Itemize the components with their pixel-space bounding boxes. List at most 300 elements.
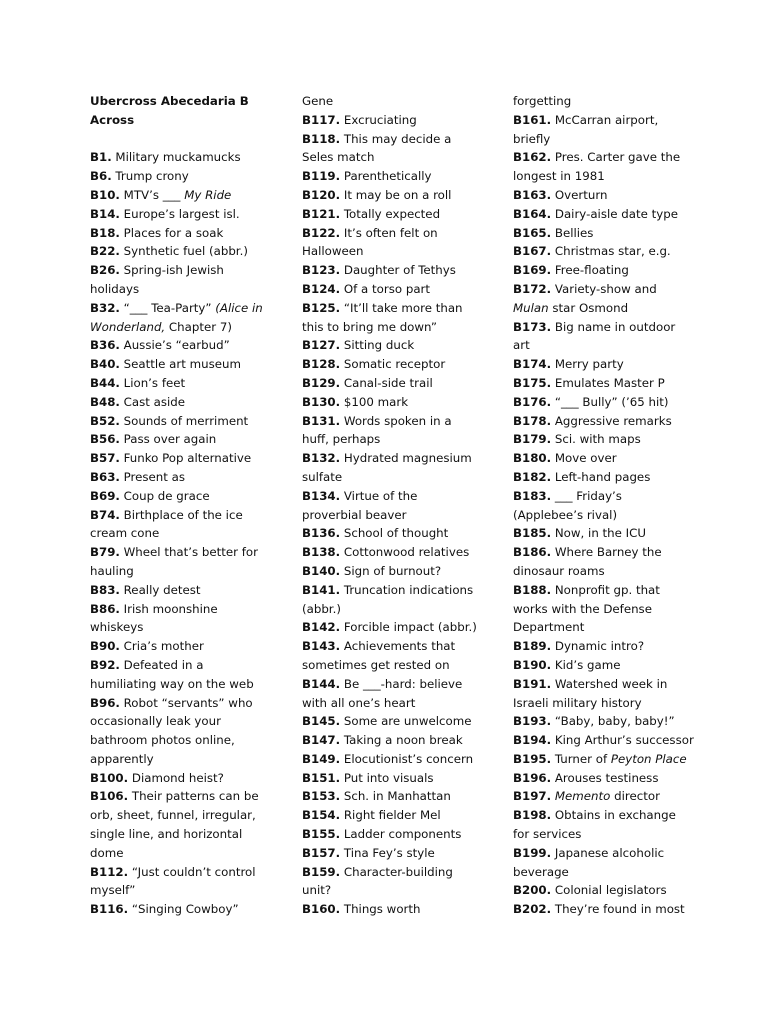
clue-number: B22. [90, 244, 120, 259]
clue-text: Israeli military history [513, 695, 642, 710]
clue-text: $100 mark [340, 394, 409, 409]
clue-number: B183. [513, 488, 552, 503]
clue-number: B155. [302, 827, 341, 842]
clue-number: B185. [513, 526, 552, 541]
clue-number: B175. [513, 375, 552, 390]
clue-number: B163. [513, 187, 552, 202]
clue-number: B159. [302, 864, 341, 879]
clue-text: Europe’s largest isl. [119, 206, 240, 221]
clue-line [90, 393, 290, 412]
clue-text: Now, in the ICU [551, 526, 647, 541]
clue-text: Seles match [302, 150, 375, 165]
clue-number: B190. [513, 657, 552, 672]
clue-number: B10. [90, 187, 120, 202]
clue-number: B117. [302, 112, 341, 127]
clue-text: humiliating way on the web [90, 676, 254, 691]
clue-line [513, 712, 713, 731]
clue-line [90, 675, 290, 694]
clue-line [90, 487, 290, 506]
clue-line [513, 844, 713, 863]
clue-text: sometimes get rested on [302, 657, 450, 672]
clue-line [90, 524, 290, 543]
clue-text: Sci. with maps [551, 432, 641, 447]
clue-line [302, 468, 502, 487]
clue-line [513, 186, 713, 205]
clue-text: Memento [554, 789, 611, 804]
clue-text: Character-building [340, 864, 453, 879]
clue-line [302, 167, 502, 186]
clue-text: unit? [302, 883, 332, 898]
clue-line [90, 280, 290, 299]
clue-line [513, 881, 713, 900]
clue-text: Their patterns can be [128, 789, 259, 804]
clue-line [90, 750, 290, 769]
clue-number: B26. [90, 263, 120, 278]
clue-text: Forcible impact (abbr.) [340, 620, 477, 635]
clue-text: Somatic receptor [340, 357, 446, 372]
clue-text: Things worth [340, 902, 421, 917]
clue-text: works with the Defense [513, 601, 652, 616]
clue-text: Overturn [551, 187, 608, 202]
clue-text: Coup de grace [119, 488, 210, 503]
clue-number: B195. [513, 751, 552, 766]
clue-number: B128. [302, 357, 341, 372]
clue-text: Of a torso part [340, 281, 431, 296]
clue-line [90, 656, 290, 675]
clue-number: B174. [513, 357, 552, 372]
clue-text: “It’ll take more than [340, 300, 463, 315]
clue-text: (Applebee’s rival) [513, 507, 618, 522]
clue-number: B142. [302, 620, 341, 635]
clue-text: Funko Pop alternative [119, 451, 252, 466]
clue-line [513, 148, 713, 167]
clue-number: B86. [90, 601, 120, 616]
clue-line [513, 675, 713, 694]
clue-line [302, 712, 502, 731]
clue-number: B119. [302, 169, 341, 184]
clue-number: B120. [302, 187, 341, 202]
clue-line [302, 242, 502, 261]
clue-number: B173. [513, 319, 552, 334]
clue-text: Seattle art museum [119, 357, 241, 372]
clue-text: Ladder components [340, 827, 462, 842]
clue-text: Left-hand pages [551, 469, 651, 484]
clue-line [302, 600, 502, 619]
clue-text: Robot “servants” who [119, 695, 253, 710]
clue-line [513, 769, 713, 788]
clue-line [302, 900, 502, 919]
clue-number: B125. [302, 300, 341, 315]
clue-line [302, 280, 502, 299]
clue-line [90, 336, 290, 355]
clue-text: for services [513, 827, 582, 842]
clue-line [513, 900, 713, 919]
clue-line [302, 881, 502, 900]
clue-text: proverbial beaver [302, 507, 407, 522]
clue-number: B153. [302, 789, 341, 804]
clue-text: Some are unwelcome [340, 714, 472, 729]
clue-text: star Osmond [548, 300, 629, 315]
clue-line [513, 581, 713, 600]
clue-line [302, 844, 502, 863]
clue-line [302, 111, 502, 130]
clue-line [302, 506, 502, 525]
clue-number: B18. [90, 225, 120, 240]
clue-text: Colonial legislators [551, 883, 667, 898]
clue-line [513, 731, 713, 750]
clue-line [513, 618, 713, 637]
clue-text: Wheel that’s better for [119, 545, 259, 560]
clue-number: B149. [302, 751, 341, 766]
clue-number: B130. [302, 394, 341, 409]
clue-text: Diamond heist? [128, 770, 224, 785]
clue-number: B165. [513, 225, 552, 240]
clue-text: with all one’s heart [302, 695, 416, 710]
clue-line [90, 261, 290, 280]
clue-text: Excruciating [340, 112, 417, 127]
clue-text: Kid’s game [551, 657, 621, 672]
clue-number: B202. [513, 902, 552, 917]
clue-number: B100. [90, 770, 129, 785]
clue-number: B188. [513, 582, 552, 597]
clue-line [513, 637, 713, 656]
clue-text: Canal-side trail [340, 375, 433, 390]
clue-text: Christmas star, e.g. [551, 244, 671, 259]
clue-text: Watershed week in [551, 676, 668, 691]
clue-line [90, 543, 290, 562]
clue-text: Move over [551, 451, 617, 466]
clue-line [90, 92, 290, 111]
clue-text: They’re found in most [551, 902, 685, 917]
clue-line [513, 487, 713, 506]
clue-line [302, 130, 502, 149]
clue-line [90, 167, 290, 186]
clue-text: Halloween [302, 244, 364, 259]
clue-number: B79. [90, 545, 120, 560]
clue-line [513, 524, 713, 543]
clue-number: Ubercross Abecedaria B [90, 94, 249, 108]
clue-number: B57. [90, 451, 120, 466]
clue-line [513, 374, 713, 393]
clue-text: Bellies [551, 225, 594, 240]
clue-text: Turner of [551, 751, 611, 766]
clue-text: Nonprofit gp. that [551, 582, 660, 597]
clue-line [513, 167, 713, 186]
clue-line [513, 694, 713, 713]
clue-text: Cria’s mother [119, 639, 204, 654]
clue-number: B200. [513, 883, 552, 898]
clue-line [302, 299, 502, 318]
clue-number: B164. [513, 206, 552, 221]
clue-text: Peyton Place [610, 751, 687, 766]
clue-line [513, 506, 713, 525]
clue-line [90, 712, 290, 731]
clue-line [513, 205, 713, 224]
clue-line [513, 130, 713, 149]
clue-line [90, 412, 290, 431]
clue-line [90, 148, 290, 167]
clue-line [513, 449, 713, 468]
clue-text: “___ Tea-Party” [119, 300, 216, 315]
clue-line [90, 224, 290, 243]
clue-text: Birthplace of the ice [119, 507, 243, 522]
clue-text: This may decide a [340, 131, 452, 146]
clue-text: Trump crony [111, 169, 189, 184]
clue-line [302, 618, 502, 637]
clue-line [302, 318, 502, 337]
clue-text: myself” [90, 883, 136, 898]
clue-text: “___ Bully” (’65 hit) [551, 394, 669, 409]
clue-line [90, 186, 290, 205]
clue-line [90, 731, 290, 750]
clue-text: “Singing Cowboy” [128, 902, 239, 917]
clue-line [513, 355, 713, 374]
clue-number: B124. [302, 281, 341, 296]
clue-text: Pass over again [119, 432, 217, 447]
clue-line [90, 581, 290, 600]
clue-number: Across [90, 112, 135, 127]
clue-line [302, 92, 502, 111]
clue-number: B172. [513, 281, 552, 296]
clue-number: B136. [302, 526, 341, 541]
clue-number: B162. [513, 150, 552, 165]
clue-line [513, 242, 713, 261]
clue-line [513, 92, 713, 111]
clue-line [90, 863, 290, 882]
clue-line [90, 355, 290, 374]
clue-line [302, 562, 502, 581]
clue-line [90, 111, 290, 130]
clue-text: Places for a soak [119, 225, 224, 240]
clue-column-3 [513, 92, 713, 919]
clue-text: ___ Friday’s [551, 488, 622, 503]
clue-text: “Just couldn’t control [128, 864, 256, 879]
clue-text: Cast aside [119, 394, 186, 409]
clue-text: Dairy-aisle date type [551, 206, 678, 221]
clue-line [90, 299, 290, 318]
clue-line [513, 393, 713, 412]
clue-text: orb, sheet, funnel, irregular, [90, 808, 256, 823]
clue-number: B74. [90, 507, 120, 522]
clue-line [513, 111, 713, 130]
clue-text: Totally expected [340, 206, 441, 221]
clue-text: Japanese alcoholic [551, 845, 665, 860]
clue-number: B63. [90, 469, 120, 484]
clue-text: Sounds of merriment [119, 413, 249, 428]
clue-text: occasionally leak your [90, 714, 221, 729]
clue-text: Sch. in Manhattan [340, 789, 451, 804]
clue-number: B122. [302, 225, 341, 240]
clue-number: B179. [513, 432, 552, 447]
clue-text: It’s often felt on [340, 225, 438, 240]
clue-line [513, 750, 713, 769]
clue-number: B160. [302, 902, 341, 917]
clue-line [90, 844, 290, 863]
clue-line [513, 224, 713, 243]
clue-text: Chapter 7) [165, 319, 232, 334]
clue-number: B90. [90, 639, 120, 654]
clue-number: B154. [302, 808, 341, 823]
clue-text: Virtue of the [340, 488, 418, 503]
clue-text: (Alice in [215, 300, 263, 315]
clue-text: Elocutionist’s concern [340, 751, 474, 766]
clue-text: briefly [513, 131, 551, 146]
clue-text: Wonderland, [90, 319, 166, 334]
clue-number: B197. [513, 789, 552, 804]
clue-line [302, 769, 502, 788]
clue-number: B92. [90, 657, 120, 672]
clue-line [90, 242, 290, 261]
clue-number: B56. [90, 432, 120, 447]
clue-line [513, 412, 713, 431]
clue-text: single line, and horizontal [90, 827, 243, 842]
clue-number: B191. [513, 676, 552, 691]
clue-text: Military muckamucks [111, 150, 241, 165]
clue-text: MTV’s ___ [119, 187, 185, 202]
clue-line [90, 769, 290, 788]
clue-line [513, 787, 713, 806]
clue-line [302, 412, 502, 431]
clue-number: B143. [302, 639, 341, 654]
clue-text: dome [90, 845, 124, 860]
clue-text: apparently [90, 751, 154, 766]
clue-line [90, 637, 290, 656]
clue-line [513, 299, 713, 318]
clue-number: B161. [513, 112, 552, 127]
clue-text: Spring-ish Jewish [119, 263, 224, 278]
clue-text: King Arthur’s successor [551, 733, 694, 748]
clue-line [513, 806, 713, 825]
clue-line [302, 524, 502, 543]
clue-number: B196. [513, 770, 552, 785]
clue-text: Tina Fey’s style [340, 845, 435, 860]
clue-number: B129. [302, 375, 341, 390]
clue-line [302, 205, 502, 224]
clue-line [90, 468, 290, 487]
clue-line [302, 637, 502, 656]
clue-number: B134. [302, 488, 341, 503]
clue-number: B132. [302, 451, 341, 466]
clue-number: B167. [513, 244, 552, 259]
clue-line [302, 787, 502, 806]
clue-line [513, 318, 713, 337]
clue-number: B112. [90, 864, 129, 879]
clue-text: Taking a noon break [340, 733, 463, 748]
clue-line [302, 543, 502, 562]
clue-text: beverage [513, 864, 569, 879]
clue-line [90, 449, 290, 468]
clue-number: B6. [90, 169, 112, 184]
clue-number: B121. [302, 206, 341, 221]
clue-number: B127. [302, 338, 341, 353]
clue-line [302, 863, 502, 882]
clue-number: B199. [513, 845, 552, 860]
clue-text: Department [513, 620, 585, 635]
clue-line [90, 787, 290, 806]
clue-text: huff, perhaps [302, 432, 381, 447]
clue-text: Aggressive remarks [551, 413, 672, 428]
clue-line [513, 280, 713, 299]
clue-line [513, 543, 713, 562]
clue-text: Big name in outdoor [551, 319, 676, 334]
clue-text: Sign of burnout? [340, 563, 442, 578]
clue-line [90, 618, 290, 637]
clue-text: Truncation indications [340, 582, 474, 597]
clue-text: Put into visuals [340, 770, 434, 785]
clue-text: Obtains in exchange [551, 808, 676, 823]
clue-line [90, 881, 290, 900]
clue-text: sulfate [302, 469, 343, 484]
clue-text: Emulates Master P [551, 375, 665, 390]
clue-text: Parenthetically [340, 169, 432, 184]
clue-line [513, 336, 713, 355]
clue-number: B145. [302, 714, 341, 729]
clue-line [302, 374, 502, 393]
clue-text: cream cone [90, 526, 160, 541]
clue-line [513, 261, 713, 280]
clue-line [513, 562, 713, 581]
clue-number: B116. [90, 902, 129, 917]
clue-text: Synthetic fuel (abbr.) [119, 244, 248, 259]
clue-text: Present as [119, 469, 186, 484]
clue-text: My Ride [184, 187, 232, 202]
clue-text: Merry party [551, 357, 624, 372]
clue-number: B189. [513, 639, 552, 654]
clue-line [302, 731, 502, 750]
clue-text: “Baby, baby, baby!” [551, 714, 675, 729]
clue-line [302, 675, 502, 694]
clue-text: Where Barney the [551, 545, 662, 560]
clue-number: B83. [90, 582, 120, 597]
clue-line [302, 581, 502, 600]
clue-number: B147. [302, 733, 341, 748]
clue-number: B169. [513, 263, 552, 278]
clue-text: Defeated in a [119, 657, 204, 672]
clue-text: Cottonwood relatives [340, 545, 470, 560]
clue-line [90, 374, 290, 393]
clue-line [302, 449, 502, 468]
clue-text: Be ___-hard: believe [340, 676, 463, 691]
clue-line [90, 318, 290, 337]
clue-text: Daughter of Tethys [340, 263, 456, 278]
clue-line [302, 355, 502, 374]
clue-line [90, 806, 290, 825]
clue-number: B32. [90, 300, 120, 315]
clue-number: B131. [302, 413, 341, 428]
clue-line [90, 900, 290, 919]
clue-number: B198. [513, 808, 552, 823]
clue-line [302, 148, 502, 167]
clue-number: B151. [302, 770, 341, 785]
clue-text: Right fielder Mel [340, 808, 441, 823]
clue-number: B140. [302, 563, 341, 578]
clue-number: B157. [302, 845, 341, 860]
clue-column-1 [90, 92, 290, 919]
clue-text: Variety-show and [551, 281, 657, 296]
clue-line [90, 825, 290, 844]
clue-line [513, 468, 713, 487]
clue-line [513, 430, 713, 449]
clue-text: Really detest [119, 582, 201, 597]
clue-text: whiskeys [90, 620, 144, 635]
clue-number: B193. [513, 714, 552, 729]
clue-text: Pres. Carter gave the [551, 150, 681, 165]
blank-line [90, 130, 290, 149]
clue-text: forgetting [513, 94, 572, 108]
clue-line [513, 600, 713, 619]
clue-number: B138. [302, 545, 341, 560]
clue-number: B194. [513, 733, 552, 748]
